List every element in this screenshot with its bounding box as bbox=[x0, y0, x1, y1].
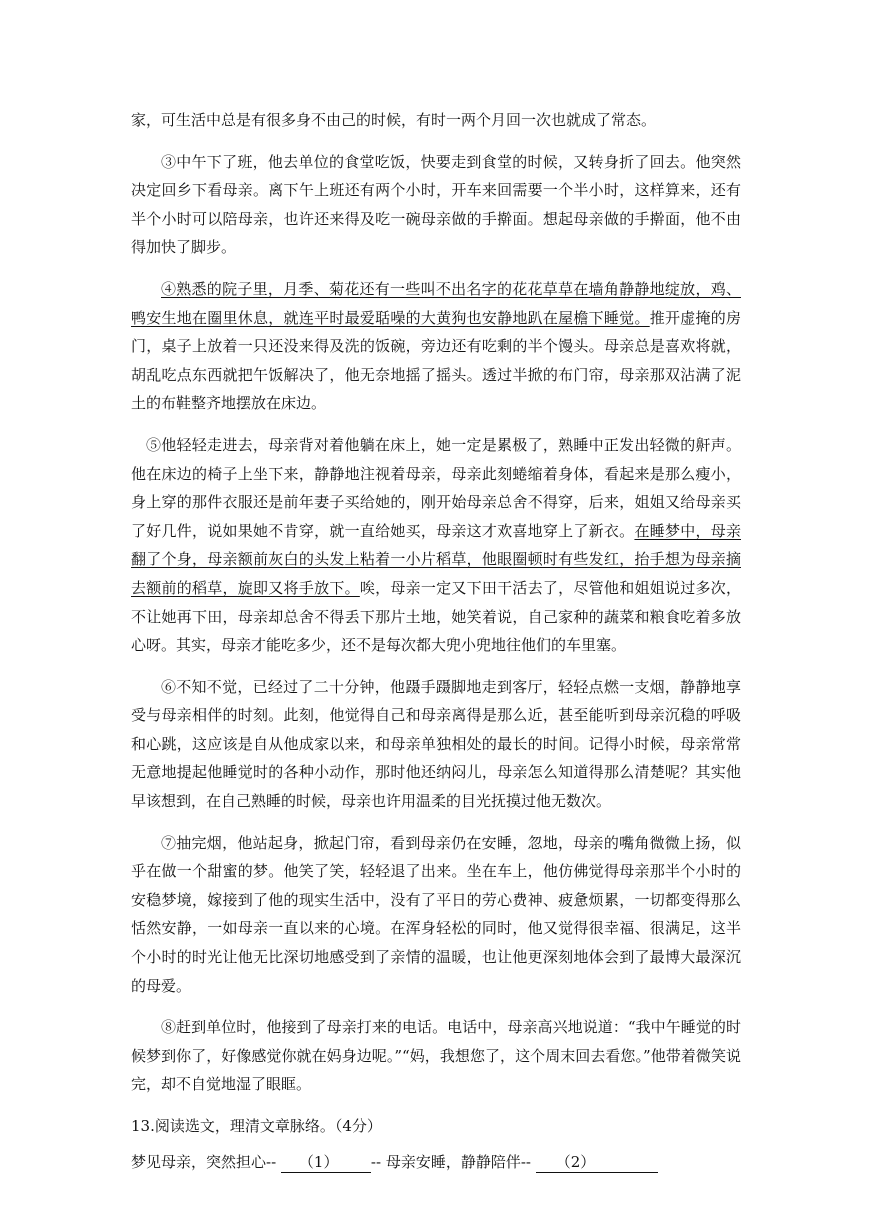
question-title: 13.阅读选文，理清文章脉络。（4分） bbox=[131, 1117, 382, 1135]
underlined-sentence: ④熟悉的院子里，月季、菊花还有一些叫不出名字的花花草草在墙角静静地绽放，鸡、鸭安生地在圈里休息，就连平时最爱聒噪的大黄狗也安静地趴在屋檐下睡觉。 bbox=[131, 279, 741, 327]
answer-blank-1[interactable]: （1） bbox=[281, 1152, 371, 1173]
paragraph-continued: 家，可生活中总是有很多身不由己的时候，有时一两个月回一次也就成了常态。 bbox=[131, 111, 657, 129]
document-page bbox=[131, 96, 741, 1176]
flow-segment-1: 梦见母亲，突然担心-- bbox=[131, 1153, 277, 1171]
answer-blank-2[interactable]: （2） bbox=[536, 1152, 658, 1173]
paragraph-6: ⑥不知不觉，已经过了二十分钟，他蹑手蹑脚地走到客厅，轻轻点燃一支烟，静静地享受与母亲相伴的时刻。此刻，他觉得自己和母亲离得是那么近，甚至能听到母亲沉稳的呼吸和心跳，这应该是自从他成家以来，和母亲单独相处的最长的时间。记得小时候，母亲常常无意地提起他睡觉时的各种小动作，那时他还纳闷儿，母亲怎么知道得那么清楚呢？其实他早该想到，在自己熟睡的时候，母亲也许用温柔的目光抚摸过他无数次。 bbox=[131, 677, 741, 811]
paragraph-8: ⑧赶到单位时，他接到了母亲打来的电话。电话中，母亲高兴地说道：“我中午睡觉的时候梦到你了，好像感觉你就在妈身边呢。”“妈，我想您了，这个周末回去看您。”他带着微笑说完，却不自觉地湿了眼眶。 bbox=[131, 1018, 741, 1094]
paragraph-4-rest: 推开虚掩的房门，桌子上放着一只还没来得及洗的饭碗，旁边还有吃剩的半个馒头。母亲总是喜欢将就，胡乱吃点东西就把午饭解决了，他无奈地摇了摇头。透过半掀的布门帘，母亲那双沾满了泥土的布鞋整齐地摆放在床边。 bbox=[131, 308, 741, 413]
question-flow-line bbox=[131, 1148, 741, 1176]
paragraph-5-end: 唉，母亲一定又下田干活去了，尽管他和姐姐说过多次，不让她再下田，母亲却总舍不得丢下那片土地，她笑着说，自己家种的蔬菜和粮食吃着多放心呀。其实，母亲才能吃多少，还不是每次都大兜小兜地往他们的车里塞。 bbox=[131, 578, 741, 655]
paragraph-4 bbox=[131, 275, 741, 418]
paragraph-7: ⑦抽完烟，他站起身，掀起门帘，看到母亲仍在安睡，忽地，母亲的嘴角微微上扬，似乎在做一个甜蜜的梦。他笑了笑，轻轻退了出来。坐在车上，他仿佛觉得母亲那半个小时的安稳梦境，嫁接到了他的现实生活中，没有了平日的劳心费神、疲惫烦累，一切都变得那么恬然安静，一如母亲一直以来的心境。在浑身轻松的同时，他又觉得很幸福、很满足，这半个小时的时光让他无比深切地感受到了亲情的温暖，也让他更深刻地体会到了最博大最深沉的母爱。 bbox=[131, 833, 741, 995]
paragraph-5-start: ⑤他轻轻走进去，母亲背对着他躺在床上，她一定是累极了，熟睡中正发出轻微的鼾声。他在床边的椅子上坐下来，静静地注视着母亲，母亲此刻蜷缩着身体，看起来是那么瘦小，身上穿的那件衣服还是前年妻子买给她的，刚开始母亲总舍不得穿，后来，姐姐又给母亲买了好几件，说如果她不肯穿，就一直给她买，母亲这才欢喜地穿上了新衣。 bbox=[131, 435, 741, 540]
underlined-sentence: 在睡梦中，母亲翻了个身，母亲额前灰白的头发上粘着一小片稻草，他眼圈顿时有些发红，抬手想为母亲摘去额前的稻草，旋即又将手放下。 bbox=[131, 521, 741, 597]
flow-segment-2: -- 母亲安睡，静静陪伴-- bbox=[370, 1153, 531, 1171]
paragraph-3: ③中午下了班，他去单位的食堂吃饭，快要走到食堂的时候，又转身折了回去。他突然决定回乡下看母亲。离下午上班还有两个小时，开车来回需要一个半小时，这样算来，还有半个小时可以陪母亲，也许还来得及吃一碗母亲做的手擀面。想起母亲做的手擀面，他不由得加快了脚步。 bbox=[131, 152, 741, 257]
paragraph-5 bbox=[131, 431, 741, 660]
